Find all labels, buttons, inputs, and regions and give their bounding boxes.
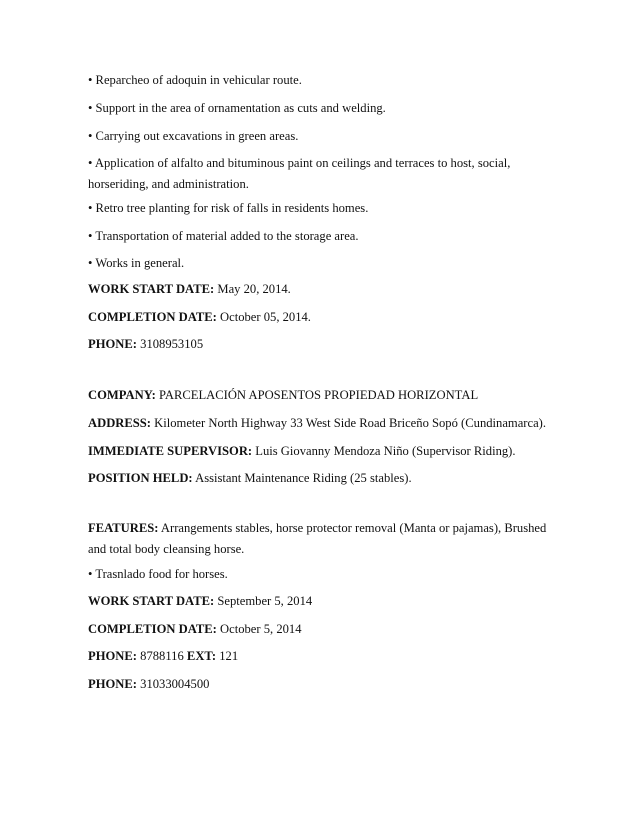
field-value: 8788116 xyxy=(140,649,184,663)
address xyxy=(88,413,558,434)
immediate-supervisor xyxy=(88,441,558,462)
task-item: • Transportation of material added to the storage area. xyxy=(88,229,359,243)
task-item: • Support in the area of ornamentation as cuts and welding. xyxy=(88,101,386,115)
task-item: • Carrying out excavations in green areas. xyxy=(88,129,299,143)
position-held xyxy=(88,468,558,489)
field-value: 121 xyxy=(219,649,239,663)
field-label: POSITION HELD: xyxy=(88,471,193,485)
company xyxy=(88,385,558,406)
field-label: PHONE: xyxy=(88,649,137,663)
field-label: PHONE: xyxy=(88,677,137,691)
work-start-date xyxy=(88,279,558,300)
field-label: ADDRESS: xyxy=(88,416,151,430)
field-value: Luis Giovanny Mendoza Niño (Supervisor Riding). xyxy=(255,444,516,458)
field-value: October 05, 2014. xyxy=(220,310,311,324)
field-label: WORK START DATE: xyxy=(88,594,215,608)
field-value: October 5, 2014 xyxy=(220,622,302,636)
field-label: PHONE: xyxy=(88,337,137,351)
phone xyxy=(88,674,558,695)
field-label: COMPANY: xyxy=(88,388,156,402)
field-value: 31033004500 xyxy=(140,677,210,691)
features xyxy=(88,518,558,560)
field-label: EXT: xyxy=(186,649,217,663)
field-value: Arrangements stables, horse protector removal (Manta or pajamas), Brushed and total body cleansing horse. xyxy=(88,521,547,556)
field-label: FEATURES: xyxy=(88,521,159,535)
task-item: • Works in general. xyxy=(88,256,185,270)
field-label: IMMEDIATE SUPERVISOR: xyxy=(88,444,253,458)
field-value: PARCELACIÓN APOSENTOS PROPIEDAD HORIZONTAL xyxy=(159,388,479,402)
field-label: WORK START DATE: xyxy=(88,282,215,296)
field-value: Assistant Maintenance Riding (25 stables). xyxy=(195,471,412,485)
task-item: • Reparcheo of adoquin in vehicular route. xyxy=(88,73,302,87)
completion-date xyxy=(88,619,558,640)
field-value: Kilometer North Highway 33 West Side Road Briceño Sopó (Cundinamarca). xyxy=(154,416,547,430)
field-label: COMPLETION DATE: xyxy=(88,310,217,324)
field-value: May 20, 2014. xyxy=(217,282,291,296)
work-start-date xyxy=(88,591,558,612)
field-value: September 5, 2014 xyxy=(217,594,313,608)
phone xyxy=(88,646,558,667)
completion-date xyxy=(88,307,558,328)
task-item: • Trasnlado food for horses. xyxy=(88,567,228,581)
field-label: COMPLETION DATE: xyxy=(88,622,217,636)
phone xyxy=(88,334,558,355)
field-value: 3108953105 xyxy=(140,337,204,351)
task-item: • Application of alfalto and bituminous paint on ceilings and terraces to host, social, horseriding, and administration. xyxy=(88,156,511,191)
task-item: • Retro tree planting for risk of falls in residents homes. xyxy=(88,201,369,215)
